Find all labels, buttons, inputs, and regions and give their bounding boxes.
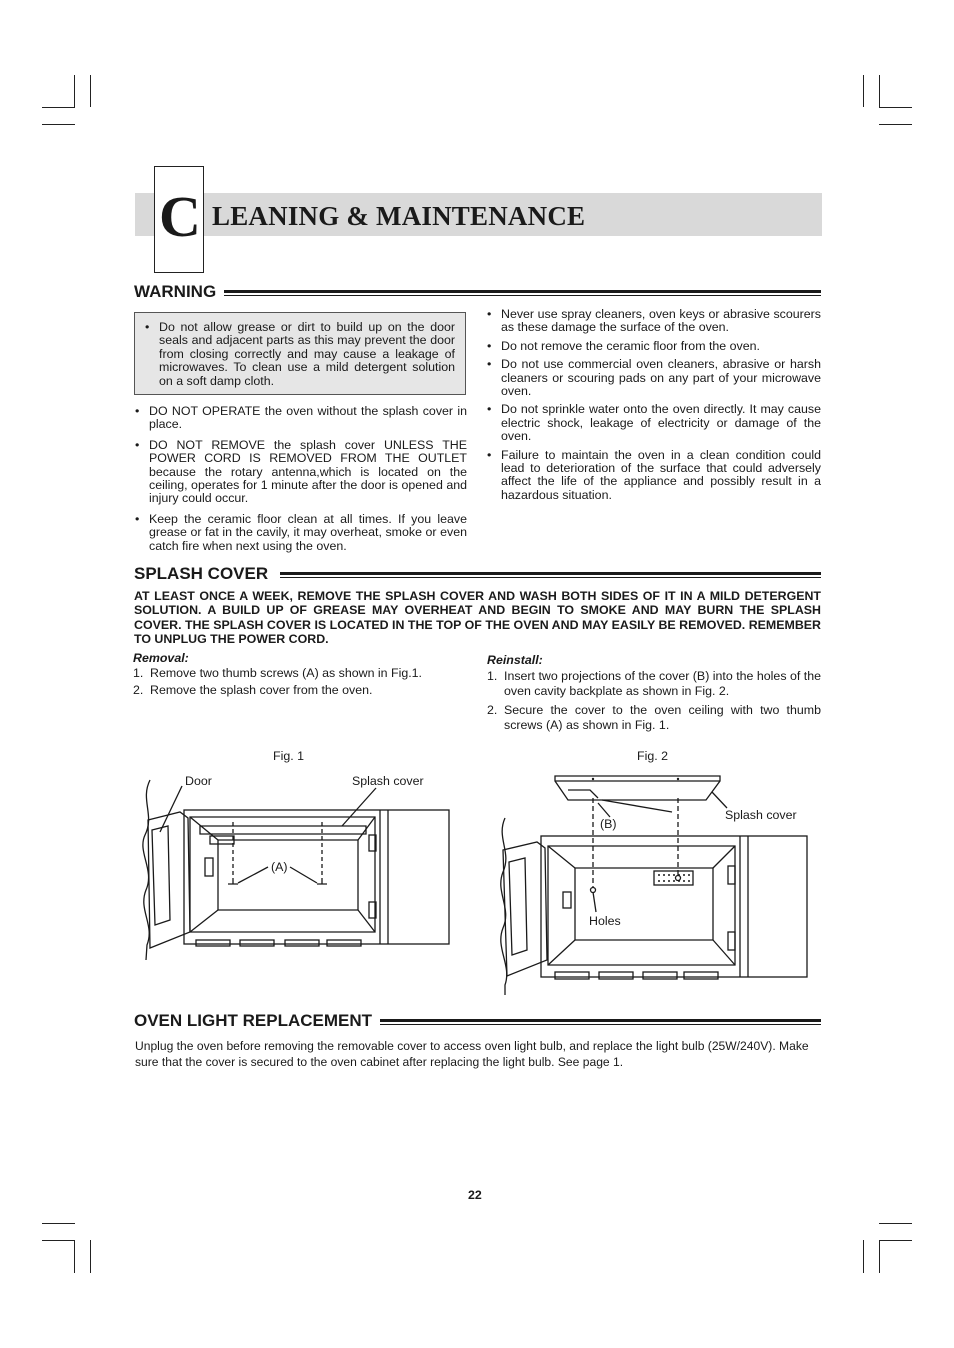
fig1-screws-label: (A)	[271, 860, 288, 874]
warning-item: • Do not sprinkle water onto the oven directly. It may cause electric shock, leakage of electricity or damage of the oven.	[485, 403, 821, 443]
step-text: Remove two thumb screws (A) as shown in Fig.1.	[150, 666, 423, 681]
splash-cover-intro: AT LEAST ONCE A WEEK, REMOVE THE SPLASH COVER AND WASH BOTH SIDES OF IT IN A MILD DETERGENT SOLUTION. A BUILD UP OF GREASE MAY OVERHEAT AND BEGIN TO SMOKE AND MAY BURN THE SPLASH COVER. THE SPLASH COVER IS LOCATED IN THE TOP OF THE OVEN AND MAY EASILY BE REMOVED. REMEMBER TO UNPLUG THE POWER CORD.	[134, 589, 821, 647]
warning-heading-row	[134, 282, 821, 302]
page-title: LEANING & MAINTENANCE	[212, 201, 586, 231]
fig1-door-label: Door	[185, 774, 212, 788]
fig2-holes-label: Holes	[589, 914, 621, 928]
crop-mark	[863, 75, 864, 107]
oven-light-text: Unplug the oven before removing the removable cover to access oven light bulb, and replace the light bulb (25W/240V). Make sure that the cover is secured to the oven cabinet after replacing the light bulb. See page 1.	[135, 1039, 809, 1069]
reinstall-label: Reinstall:	[487, 653, 543, 667]
title-initial: C	[159, 184, 201, 249]
warning-item: • Do not remove the ceramic floor from the oven.	[485, 340, 821, 353]
warning-item: • Never use spray cleaners, oven keys or abrasive scourers as these damage the surface of the oven.	[485, 308, 821, 335]
splash-cover-heading: SPLASH COVER	[134, 564, 269, 583]
crop-mark	[879, 107, 912, 108]
fig2-caption: Fig. 2	[637, 749, 668, 763]
page-number: 22	[468, 1188, 482, 1202]
splash-cover-heading-row	[134, 564, 821, 584]
step-number: 2.	[487, 702, 498, 717]
crop-mark	[879, 1240, 880, 1273]
crop-mark	[42, 1223, 75, 1224]
warning-item: • Keep the ceramic floor clean at all times. If you leave grease or fat in the cavily, it may overheat, smoke or even catch fire when next using the oven.	[133, 513, 467, 553]
fig1-caption: Fig. 1	[273, 749, 304, 763]
step-number: 2.	[133, 682, 144, 697]
crop-mark	[879, 75, 880, 107]
warning-left-list	[133, 405, 467, 558]
reinstall-step	[487, 669, 821, 700]
removal-section	[133, 652, 468, 700]
warning-box	[134, 312, 466, 395]
removal-step	[133, 684, 468, 697]
step-text: Insert two projections of the cover (B) into the holes of the oven cavity backplate as shown in Fig. 2.	[504, 668, 821, 698]
crop-mark	[74, 1240, 75, 1273]
crop-mark	[74, 75, 75, 107]
step-text: Secure the cover to the oven ceiling with two thumb screws (A) as shown in Fig. 1.	[504, 702, 821, 732]
heading-rule	[280, 572, 821, 578]
removal-step	[133, 667, 468, 680]
step-number: 1.	[487, 668, 498, 683]
warning-item: • Failure to maintain the oven in a clean condition could lead to deterioration of the surface that could adversely affect the life of the appliance and possibly result in a hazardous situation.	[485, 449, 821, 503]
step-number: 1.	[133, 666, 144, 681]
reinstall-step	[487, 703, 821, 734]
heading-rule	[380, 1019, 821, 1025]
crop-mark	[42, 124, 75, 125]
warning-box-item: • Do not allow grease or dirt to build up on the door seals and adjacent parts as this may prevent the door from closing correctly and may cause a leakage of microwaves. To clean use a mild detergent solution on a soft damp cloth.	[143, 321, 455, 388]
oven-light-heading-row	[134, 1011, 821, 1031]
oven-light-heading: OVEN LIGHT REPLACEMENT	[134, 1011, 373, 1030]
warning-item: • DO NOT REMOVE the splash cover UNLESS THE POWER CORD IS REMOVED FROM THE OUTLET because the rotary antenna,which is located on the ceiling, operates for 1 minute after the door is opened and injury could occur.	[133, 439, 467, 506]
step-text: Remove the splash cover from the oven.	[150, 682, 373, 697]
warning-heading: WARNING	[134, 282, 217, 301]
warning-item: • Do not use commercial oven cleaners, abrasive or harsh cleaners or scouring pads on any part of your microwave oven.	[485, 358, 821, 398]
crop-mark	[879, 1240, 912, 1241]
crop-mark	[879, 1223, 912, 1224]
heading-rule	[224, 290, 821, 296]
fig1-splash-cover-label: Splash cover	[352, 774, 424, 788]
crop-mark	[90, 75, 91, 107]
crop-mark	[90, 1240, 91, 1273]
warning-item: • DO NOT OPERATE the oven without the splash cover in place.	[133, 405, 467, 432]
crop-mark	[42, 107, 75, 108]
crop-mark	[863, 1240, 864, 1273]
reinstall-section	[487, 653, 821, 737]
crop-mark	[42, 1240, 75, 1241]
removal-label: Removal:	[133, 651, 189, 665]
crop-mark	[879, 124, 912, 125]
fig2-projection-label: (B)	[600, 817, 617, 831]
fig2-splash-cover-label: Splash cover	[725, 808, 797, 822]
warning-right-list	[485, 308, 821, 507]
